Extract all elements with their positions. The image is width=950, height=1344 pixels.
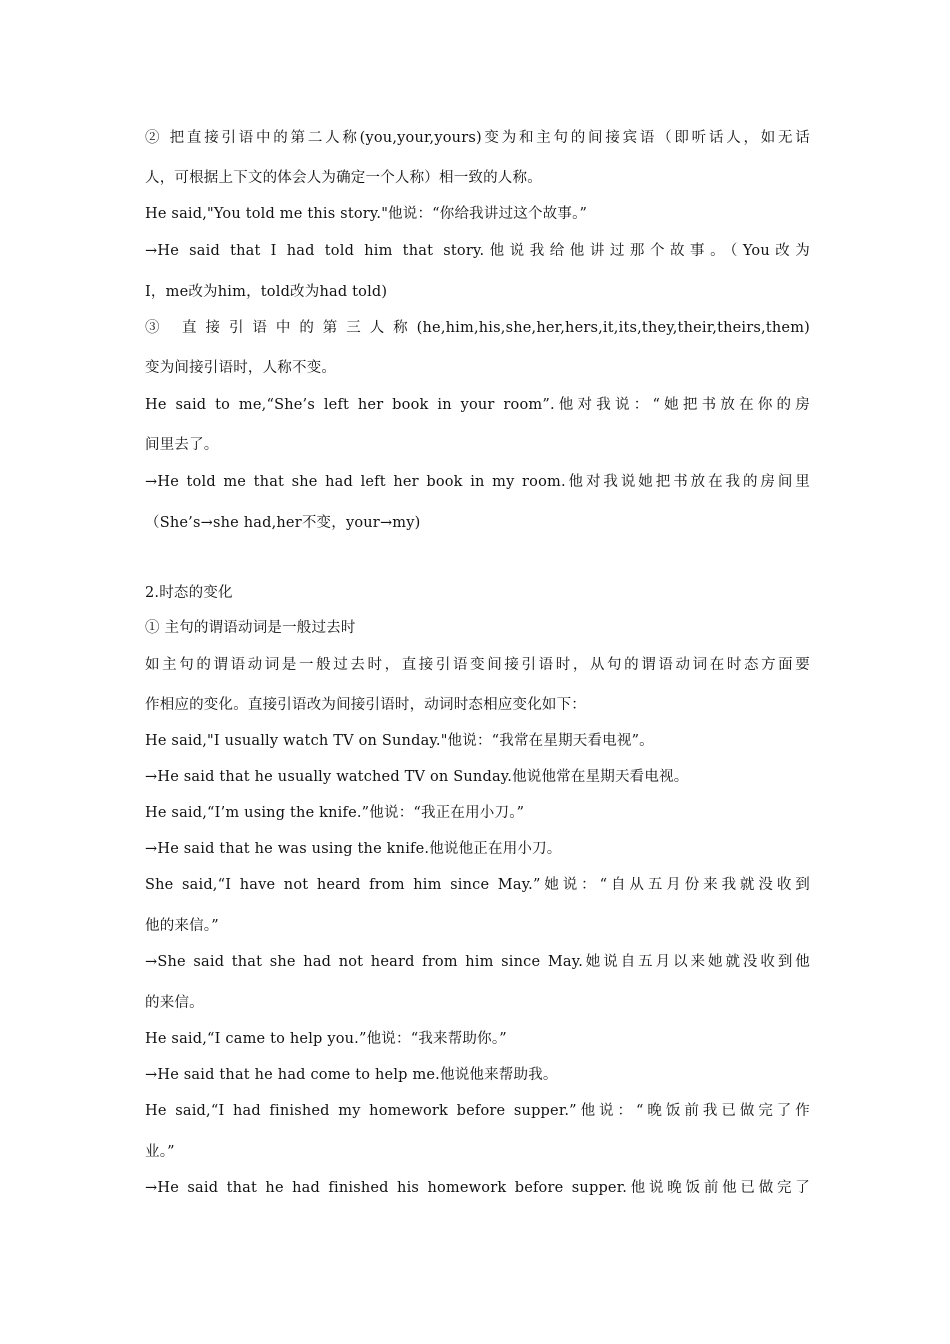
text-line: I，me改为him，told改为had told) (145, 284, 388, 300)
text-line: He said,"I usually watch TV on Sunday."他说：“我常在星期天看电视”。 (145, 733, 654, 749)
text-line: →She said that she had not heard from him since May.她说自五月以来她就没收到他 (145, 954, 810, 970)
text-line: ③ 直接引语中的第三人称(he,him,his,she,her,hers,it,its,they,their,theirs,them) (145, 320, 810, 336)
text-line: →He told me that she had left her book in my room.他对我说她把书放在我的房间里 (145, 474, 810, 490)
text-line: She said,“I have not heard from him since May.”她说：“自从五月份来我就没收到 (145, 877, 810, 893)
text-line: 如主句的谓语动词是一般过去时，直接引语变间接引语时，从句的谓语动词在时态方面要 (145, 657, 810, 673)
text-line: He said,“I’m using the knife.”他说：“我正在用小刀。” (145, 805, 525, 821)
text-line: He said to me,“She’s left her book in your room”.他对我说：“她把书放在你的房 (145, 397, 810, 413)
text-line: ② 把直接引语中的第二人称(you,your,yours)变为和主句的间接宾语（即听话人，如无话 (145, 130, 810, 146)
text-line: →He said that he had come to help me.他说他来帮助我。 (145, 1067, 558, 1083)
text-line: →He said that he had finished his homework before supper.他说晚饭前他已做完了 (145, 1180, 810, 1196)
text-line: 业。” (145, 1144, 175, 1160)
text-line: →He said that he was using the knife.他说他正在用小刀。 (145, 841, 562, 857)
text-line: 的来信。 (145, 995, 204, 1011)
text-line: ① 主句的谓语动词是一般过去时 (145, 620, 356, 636)
text-line: He said,“I came to help you.”他说：“我来帮助你。” (145, 1031, 507, 1047)
text-line: He said,"You told me this story."他说：“你给我讲过这个故事。” (145, 206, 588, 222)
text-line: （She’s→she had,her不变，your→my) (145, 515, 421, 531)
text-line: →He said that I had told him that story.他说我给他讲过那个故事。（You改为 (145, 243, 810, 259)
text-line: 变为间接引语时，人称不变。 (145, 360, 337, 376)
text-line: 作相应的变化。直接引语改为间接引语时，动词时态相应变化如下： (145, 697, 586, 713)
text-line: 人，可根据上下文的体会人为确定一个人称）相一致的人称。 (145, 170, 542, 186)
text-line: →He said that he usually watched TV on Sunday.他说他常在星期天看电视。 (145, 769, 689, 785)
section-heading: 2.时态的变化 (145, 585, 233, 601)
text-line: 间里去了。 (145, 437, 219, 453)
text-line: 他的来信。” (145, 918, 219, 934)
text-line: He said,“I had finished my homework before supper.”他说：“晚饭前我已做完了作 (145, 1103, 810, 1119)
